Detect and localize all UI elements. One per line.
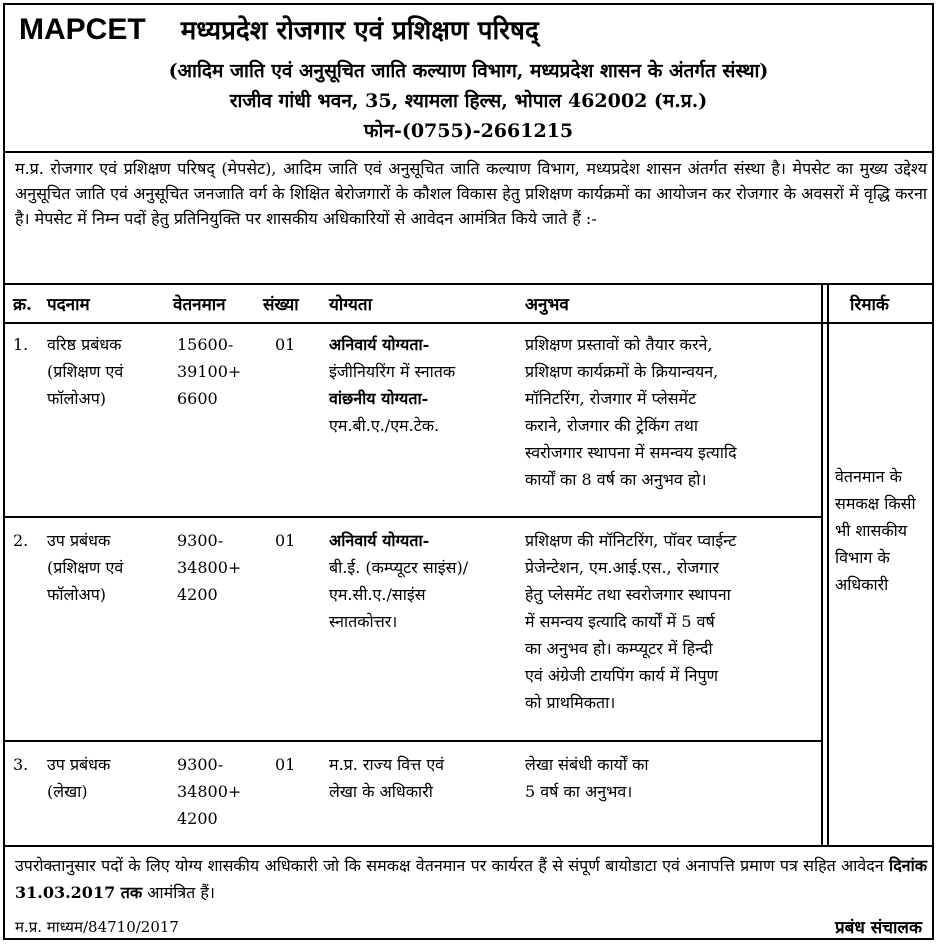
row2-serial: 2. bbox=[13, 531, 29, 550]
row1-exp-line: स्वरोजगार स्थापना में समन्वय इत्यादि bbox=[525, 443, 737, 462]
row1-serial: 1. bbox=[13, 335, 29, 354]
th-experience: अनुभव bbox=[525, 295, 569, 315]
application-deadline: दिनांक 31.03.2017 तक bbox=[15, 856, 927, 902]
row2-exp-line: हेतु प्लेसमेंट तथा स्वरोजगार स्थापना bbox=[525, 585, 731, 604]
row3-post-line: उप प्रबंधक bbox=[47, 755, 111, 774]
header-title-line bbox=[19, 11, 539, 47]
row-divider-1 bbox=[5, 516, 821, 518]
row2-qual-line: अनिवार्य योग्यता- bbox=[329, 531, 430, 550]
row3-serial: 3. bbox=[13, 755, 29, 774]
row1-post-line: वरिष्ठ प्रबंधक bbox=[47, 335, 122, 354]
header-divider bbox=[5, 151, 932, 153]
row2-pay bbox=[177, 527, 241, 608]
remark-text: वेतनमान के समकक्ष किसी भी शासकीय विभाग के अधिकारी bbox=[835, 467, 916, 594]
row1-qualification bbox=[329, 331, 455, 439]
row3-count: 01 bbox=[275, 755, 296, 774]
org-address: राजीव गांधी भवन, 35, श्यामला हिल्स, भोपाल 462002 (म.प्र.) bbox=[229, 90, 708, 112]
th-post: पदनाम bbox=[47, 295, 90, 315]
table-bottom-border bbox=[5, 845, 932, 847]
org-subtitle: (आदिम जाति एवं अनुसूचित जाति कल्याण विभाग, मध्यप्रदेश शासन के अंतर्गत संस्था) bbox=[168, 60, 769, 82]
row1-pay-line: 15600- bbox=[177, 335, 234, 354]
row2-pay-line: 4200 bbox=[177, 585, 218, 604]
th-pay-scale: वेतनमान bbox=[173, 295, 226, 315]
row3-post-line: (लेखा) bbox=[47, 782, 88, 801]
brand-name: MAPCET bbox=[19, 13, 146, 46]
row1-pay-line: 39100+ bbox=[177, 362, 242, 381]
row2-exp-line: प्रशिक्षण की मॉनिटरिंग, पॉवर प्वाईन्ट bbox=[525, 531, 737, 550]
row2-pay-line: 34800+ bbox=[177, 558, 242, 577]
footer-paragraph bbox=[15, 852, 927, 906]
remark-column-divider-left bbox=[821, 283, 823, 845]
row1-qual-line: वांछनीय योग्यता- bbox=[329, 389, 429, 408]
row2-pay-line: 9300- bbox=[177, 531, 224, 550]
row1-qual-line: एम.बी.ए./एम.टेक. bbox=[329, 416, 440, 435]
row1-post-line: फॉलोअप) bbox=[47, 389, 107, 408]
row3-post bbox=[47, 751, 110, 805]
row2-post-line: (प्रशिक्षण एवं bbox=[47, 558, 124, 577]
th-serial: क्र. bbox=[13, 295, 32, 315]
row2-post-line: उप प्रबंधक bbox=[47, 531, 111, 550]
row1-count: 01 bbox=[275, 335, 296, 354]
row1-pay-line: 6600 bbox=[177, 389, 218, 408]
footer-text-end: आमंत्रित हैं। bbox=[142, 883, 215, 902]
row2-post bbox=[47, 527, 123, 608]
row2-experience bbox=[525, 527, 736, 716]
row2-qual-line: एम.सी.ए./साइंस bbox=[329, 585, 426, 604]
row1-post-line: (प्रशिक्षण एवं bbox=[47, 362, 124, 381]
advertisement-frame bbox=[3, 3, 934, 940]
row2-exp-line: को प्राथमिकता। bbox=[525, 693, 616, 712]
row2-qual-line: बी.ई. (कम्प्यूटर साइंस)/ bbox=[329, 558, 469, 577]
row3-qual-line: लेखा के अधिकारी bbox=[329, 782, 433, 801]
row2-qualification bbox=[329, 527, 468, 635]
row1-experience bbox=[525, 331, 737, 493]
th-count: संख्या bbox=[263, 295, 299, 315]
row1-qual-line: इंजीनियरिंग में स्नातक bbox=[329, 362, 456, 381]
row1-exp-line: मॉनिटरिंग, रोजगार में प्लेसमेंट bbox=[525, 389, 697, 408]
row1-exp-line: प्रशिक्षण प्रस्तावों को तैयार करने, bbox=[525, 335, 713, 354]
row3-exp-line: 5 वर्ष का अनुभव। bbox=[525, 782, 633, 801]
row1-post bbox=[47, 331, 123, 412]
row3-pay-line: 34800+ bbox=[177, 782, 242, 801]
org-phone: फोन-(0755)-2661215 bbox=[363, 120, 574, 142]
row1-qual-line: अनिवार्य योग्यता- bbox=[329, 335, 430, 354]
th-qualification: योग्यता bbox=[329, 295, 372, 315]
row1-pay bbox=[177, 331, 241, 412]
row2-exp-line: का अनुभव हो। कम्प्यूटर में हिन्दी bbox=[525, 639, 713, 658]
th-remark: रिमार्क bbox=[850, 295, 889, 315]
intro-paragraph: म.प्र. रोजगार एवं प्रशिक्षण परिषद् (मेपसेट), आदिम जाति एवं अनुसूचित जाति कल्याण विभाग, मध्यप्रदेश शासन अंतर्गत संस्था है। मेपसेट का मुख्य उद्देश्य अनुसूचित जाति एवं अनुसूचित जनजाति वर्ग के शिक्षित बेरोजगारों के कौशल विकास हेतु प्रशिक्षण कार्यक्रमों का आयोजन कर रोजगार के अवसरों में वृद्धि करना है। मेपसेट में निम्न पदों हेतु प्रतिनियुक्ति पर शासकीय अधिकारियों से आवेदन आमंत्रित किये जाते हैं :- bbox=[15, 159, 927, 228]
row3-exp-line: लेखा संबंधी कार्यों का bbox=[525, 755, 649, 774]
row3-experience bbox=[525, 751, 649, 805]
row3-pay-line: 9300- bbox=[177, 755, 224, 774]
publication-reference: म.प्र. माध्यम/84710/2017 bbox=[15, 918, 179, 936]
row3-pay bbox=[177, 751, 241, 832]
row2-post-line: फॉलोअप) bbox=[47, 585, 107, 604]
row2-exp-line: एवं अंग्रेजी टायपिंग कार्य में निपुण bbox=[525, 666, 719, 685]
row2-exp-line: प्रेजेन्टेशन, एम.आई.एस., रोजगार bbox=[525, 558, 719, 577]
signatory: प्रबंध संचालक bbox=[834, 918, 922, 938]
row-divider-2 bbox=[5, 740, 821, 742]
row3-qual-line: म.प्र. राज्य वित्त एवं bbox=[329, 755, 445, 774]
row2-exp-line: में समन्वय इत्यादि कार्यों में 5 वर्ष bbox=[525, 612, 715, 631]
row2-qual-line: स्नातकोत्तर। bbox=[329, 612, 398, 631]
row1-exp-line: कराने, रोजगार की ट्रेकिंग तथा bbox=[525, 416, 698, 435]
row3-qualification bbox=[329, 751, 444, 805]
org-title: मध्यप्रदेश रोजगार एवं प्रशिक्षण परिषद् bbox=[180, 16, 539, 46]
row2-count: 01 bbox=[275, 531, 296, 550]
row1-exp-line: प्रशिक्षण कार्यक्रमों के क्रियान्वयन, bbox=[525, 362, 719, 381]
table-top-border bbox=[5, 283, 932, 285]
remark-column-divider-right bbox=[827, 283, 829, 845]
table-header-border bbox=[5, 322, 932, 324]
row1-exp-line: कार्यों का 8 वर्ष का अनुभव हो। bbox=[525, 470, 707, 489]
row3-pay-line: 4200 bbox=[177, 809, 218, 828]
footer-text: उपरोक्तानुसार पदों के लिए योग्य शासकीय अधिकारी जो कि समकक्ष वेतनमान पर कार्यरत हैं से संपूर्ण बायोडाटा एवं अनापत्ति प्रमाण पत्र सहित आवेदन bbox=[15, 856, 890, 875]
